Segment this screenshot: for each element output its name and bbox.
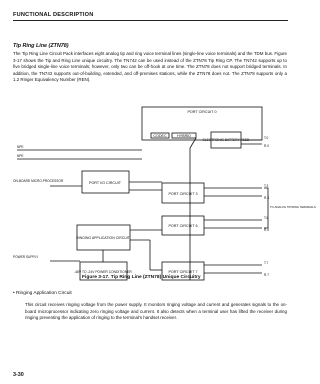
t0-label: T.0 [264, 136, 269, 140]
page-header-title: FUNCTIONAL DESCRIPTION [13, 12, 94, 18]
battery-feed-label: ELECTRONIC BATTERY FEED [202, 138, 250, 142]
subsection-paragraph: This circuit receives ringing voltage from the power supply. It monitors ringing voltage and current and generates signals to the on-board microprocessor indicating zero ringing voltage and current. It also detects when a terminal user has lifted the receiver during ringing preventing the application of ringing to the terminal's handset receiver. [25, 302, 287, 321]
ringing-label: RINGING APPLICATION CIRCUIT [76, 236, 130, 240]
npe-label-a: NPE [17, 145, 24, 149]
bullet-icon: • [13, 291, 15, 296]
port-circuit-6-label: PORT CIRCUIT 6 [168, 224, 198, 228]
block-diagram [0, 100, 316, 277]
power-supply-label: POWER SUPPLY [13, 255, 39, 259]
t6-label: T.6 [264, 216, 269, 220]
r6-label: R.6 [264, 228, 269, 232]
port-io-label: PORT I/O CIRCUIT [88, 181, 122, 185]
hybrid-label: HYBRID [177, 134, 191, 138]
r0-label: R.0 [264, 144, 269, 148]
power-converter-label: -48V TO -24V POWER CONDITIONER [74, 270, 132, 274]
r3-label: R.3 [264, 196, 269, 200]
header-rule [13, 20, 288, 21]
t7-label: T.7 [264, 261, 269, 265]
port-circuit-0-label: PORT CIRCUIT 0 [187, 110, 217, 114]
t3-label: T.3 [264, 184, 269, 188]
codec-label: CODEC [153, 134, 167, 138]
r7-label: R.7 [264, 273, 269, 277]
terminals-label: TO ANALOG TIP/RING TERMINALS [270, 205, 316, 209]
section-paragraph: The Tip Ring Line Circuit Pack interfaces eight analog tip and ring voice terminal lines (single-line voice terminals) and the TDM bus. Figure 3-17 shows the Tip and Ring Line unique circuitry. The TN742 can be used instead of the ZTN78 Tip Ring CP. The TN742 supports up to five bridged single-line voice terminals; however, only two can be off-hook at one time. The ZTN78 does not support bridged terminals. In addition, the TN742 supports out-of-building, extended, and off-premises stations, while the ZTN78 does not. The ZTN78 supports only a 1.2 Ringer Equivalency Number (REN). [13, 51, 287, 83]
subsection-heading-text: Ringing Application Circuit [16, 291, 72, 296]
npe-label-b: NPE [17, 154, 24, 158]
port-circuit-3-label: PORT CIRCUIT 3 [168, 192, 198, 196]
microprocessor-label: ON-BOARD MICRO-PROCESSOR [13, 179, 64, 183]
subsection-heading [13, 291, 72, 296]
section-heading: Tip Ring Line (ZTN78) [13, 43, 69, 49]
figure-caption: Figure 3-17. Tip Ring Line (ZTN78) Unique Circuitry [82, 275, 201, 280]
port-circuit-7-label: PORT CIRCUIT 7 [168, 270, 198, 274]
page-number: 3-30 [13, 372, 24, 378]
